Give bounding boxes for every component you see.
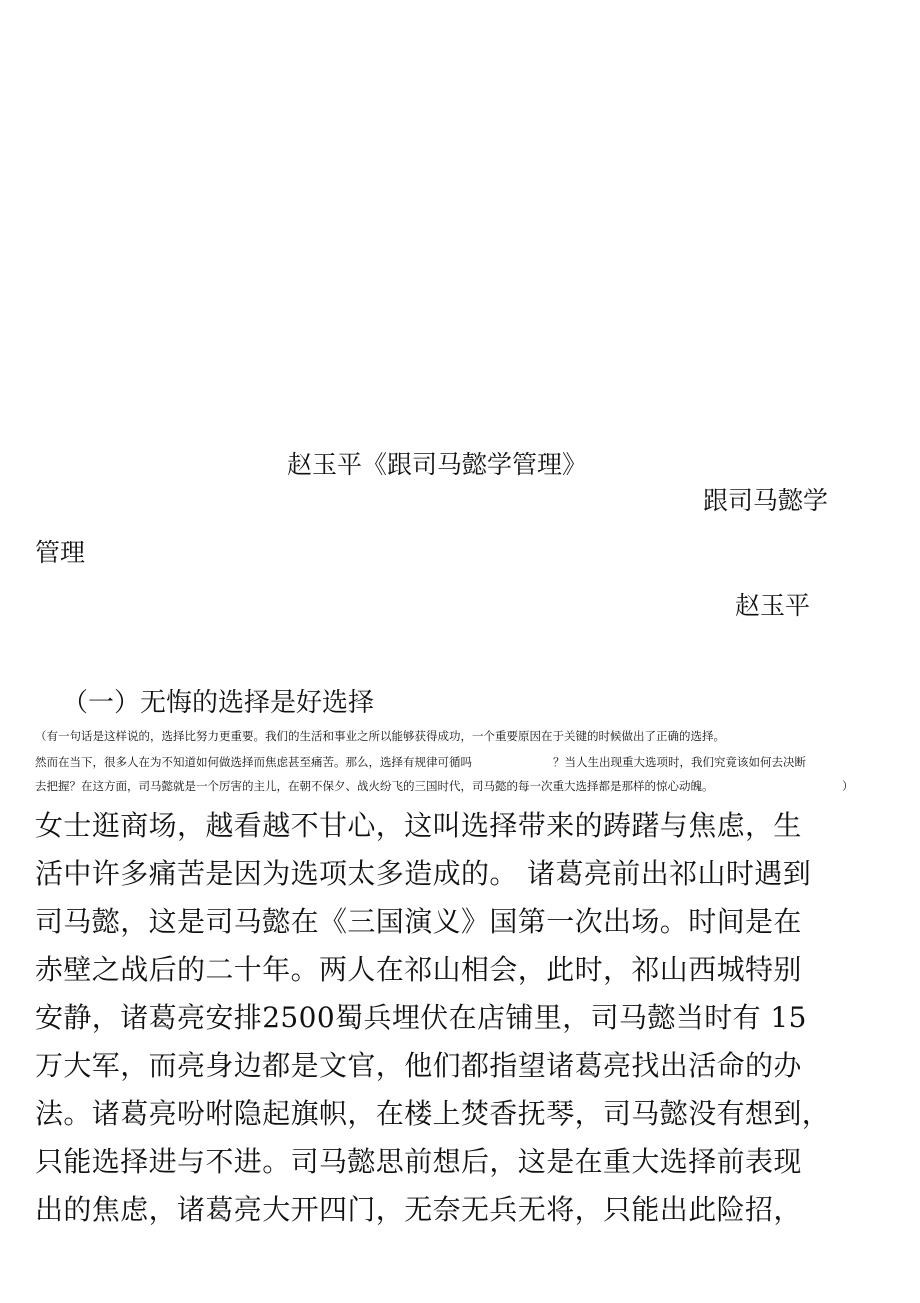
body-line: 安静，诸葛亮安排2500蜀兵埋伏在店铺里，司马懿当时有 15 — [35, 1001, 807, 1034]
document-title: 赵玉平《跟司马懿学管理》 — [287, 450, 588, 479]
intro-closing-paren: ） — [842, 779, 854, 793]
intro-line: 然而在当下，很多人在为不知道如何做选择而焦虑甚至痛苦。那么，选择有规律可循吗 — [35, 755, 472, 769]
author-name: 赵玉平 — [735, 591, 811, 620]
book-title-part1: 跟司马懿学 — [703, 486, 829, 515]
body-line: 赤壁之战后的二十年。两人在祁山相会，此时，祁山西城特别 — [35, 953, 802, 986]
intro-line: ？当人生出现重大选项时，我们究竟该如何去决断 — [553, 755, 806, 769]
body-line: 女士逛商场，越看越不甘心，这叫选择带来的踌躇与焦虑，生 — [35, 809, 802, 842]
book-title-part2: 管理 — [35, 538, 86, 567]
body-line: 万大军，而亮身边都是文官，他们都指望诸葛亮找出活命的办 — [35, 1049, 802, 1082]
intro-line: （有一句话是这样说的，选择比努力更重要。我们的生活和事业之所以能够获得成功，一个重要原因在于关键的时候做出了正确的选择。 — [35, 729, 725, 743]
intro-line: 去把握？在这方面，司马懿就是一个厉害的主儿，在朝不保夕、战火纷飞的三国时代，司马懿的每一次重大选择都是那样的惊心动魄。 — [35, 779, 714, 793]
section-heading: （一）无悔的选择是好选择 — [62, 688, 375, 718]
body-line: 出的焦虑，诸葛亮大开四门，无奈无兵无将，只能出此险招， — [35, 1193, 802, 1226]
body-line: 只能选择进与不进。司马懿思前想后，这是在重大选择前表现 — [35, 1145, 802, 1178]
body-line: 活中许多痛苦是因为选项太多造成的。 诸葛亮前出祁山时遇到 — [35, 857, 812, 890]
body-line: 司马懿，这是司马懿在《三国演义》国第一次出场。时间是在 — [35, 905, 802, 938]
body-line: 法。诸葛亮吩咐隐起旗帜，在楼上焚香抚琴，司马懿没有想到， — [35, 1097, 831, 1130]
